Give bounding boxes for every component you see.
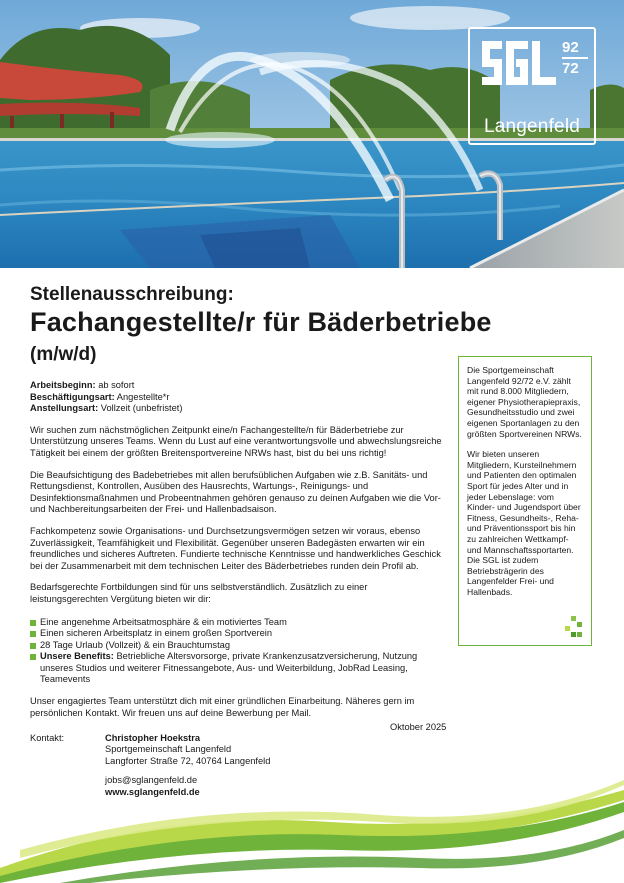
club-info-box <box>458 356 592 646</box>
contact-label: Kontakt: <box>30 733 65 743</box>
logo-number-top: 92 <box>562 39 579 56</box>
list-item: 28 Tage Urlaub (Vollzeit) & ein Brauchtumstag <box>30 640 448 652</box>
footer-swoosh <box>0 780 624 883</box>
logo-city: Langenfeld <box>483 116 581 137</box>
contact-spacer <box>105 767 365 775</box>
logo-number-bottom: 72 <box>562 60 579 77</box>
hero-photo <box>0 0 624 268</box>
job-kicker: Stellenausschreibung: <box>30 284 234 305</box>
paragraph-offer: Bedarfsgerechte Fortbildungen sind für uns selbstverständlich. Zusätzlich zu einer leistungsgerechten Vergütung bieten wir dir: <box>30 582 368 604</box>
job-meta <box>30 380 448 415</box>
list-item: Eine angenehme Arbeitsatmosphäre & ein motiviertes Team <box>30 617 448 629</box>
contact-website[interactable]: www.sglangenfeld.de <box>105 786 200 797</box>
contact-org: Sportgemeinschaft Langenfeld <box>105 744 232 755</box>
meta-start: Arbeitsbeginn: ab sofort <box>30 380 135 390</box>
job-title: Fachangestellte/r für Bäderbetriebe <box>30 307 492 337</box>
club-info-paragraph-2: Wir bieten unseren Mitgliedern, Kursteilnehmern und Patienten den optimalen Sport für jedes Alter und in jeder Lebenslage: vom Kinder- und Jugendsport über Fitness, Gesundheits-, Reha- und Präventionssport bis hin zu zahlreichen Wettkampf- und Mannschaftssportarten. Die SGL ist zudem Betriebsträgerin des Langenfelder Frei- und Hallenbads. <box>467 449 581 597</box>
sgl-logo-letters <box>480 37 558 109</box>
list-item: Einen sicheren Arbeitsplatz in einem großen Sportverein <box>30 628 448 640</box>
paragraph-tasks: Die Beaufsichtigung des Badebetriebes mit allen berufsüblichen Aufgaben wie z.B. Sanitäts- und Rettungsdienst, Kontrollen, Ausüben des Hausrechts, Wartungs-, Reinigungs- und Desinfektionsmaßnahmen und Probeentnahmen gehören genauso zu deinen Aufgaben wie die Vor- und Nachbereitungsarbeiten der Frei- und Hallenbadsaison. <box>30 469 441 515</box>
logo-numbers <box>562 39 588 77</box>
paragraph-profile: Fachkompetenz sowie Organisations- und Durchsetzungsvermögen setzen wir voraus, ebenso Zuverlässigkeit, Teamfähigkeit und Flexibilität. Gegenüber unseren Badegästen erwarten wir ein freundliches und sicheres Auftreten. Fundierte technische Kenntnisse und handwerkliches Geschick bei der Zusammenarbeit mit dem technischen Leiter des Bäderbetriebes runden dein Profil ab. <box>30 525 441 571</box>
paragraph-closing: Unser engagiertes Team unterstützt dich mit einer gründlichen Einarbeitung. Näheres gern im persönlichen Kontakt. Wir freuen uns auf deine Bewerbung per Mail. <box>30 696 415 718</box>
logo-number-divider <box>562 57 588 59</box>
job-gender-note: (m/w/d) <box>30 344 97 365</box>
contact-email[interactable]: jobs@sglangenfeld.de <box>105 775 198 786</box>
meta-contract-type: Anstellungsart: Vollzeit (unbefristet) <box>30 403 183 414</box>
club-info-paragraph-1: Die Sportgemeinschaft Langenfeld 92/72 e.V. zählt mit rund 8.000 Mitgliedern, eigener Physiotherapiepraxis, Gesundheitsstudio und zwei eigenen Sportanlagen zu den größten Sportvereinen NRWs. <box>467 365 582 439</box>
posting-date: Oktober 2025 <box>390 722 447 732</box>
contact-address: Langforter Straße 72, 40764 Langenfeld <box>105 755 271 766</box>
pixel-squares-icon <box>563 616 583 638</box>
sgl-logo <box>468 27 596 145</box>
main-content <box>30 380 448 719</box>
meta-employment-type: Beschäftigungsart: Angestellte*r <box>30 391 170 402</box>
list-item: Unsere Benefits: Betriebliche Altersvorsorge, private Krankenzusatzversicherung, Nutzung unseres Studios und weiterer Fitnessangebote, Aus- und Weiterbildung, JobRad Leasing, Teamevents <box>30 651 448 686</box>
paragraph-intro: Wir suchen zum nächstmöglichen Zeitpunkt eine/n Fachangestellte/n für Bäderbetriebe zur Unterstützung unseres Teams. Wenn du Lust auf eine verantwortungsvolle und abwechslungsreiche Tätigkeit bei einem der größten Breitensportvereine NRWs hast, bist du bei uns richtig! <box>30 424 442 458</box>
contact-name: Christopher Hoekstra <box>105 733 201 743</box>
benefits-list <box>30 617 448 687</box>
